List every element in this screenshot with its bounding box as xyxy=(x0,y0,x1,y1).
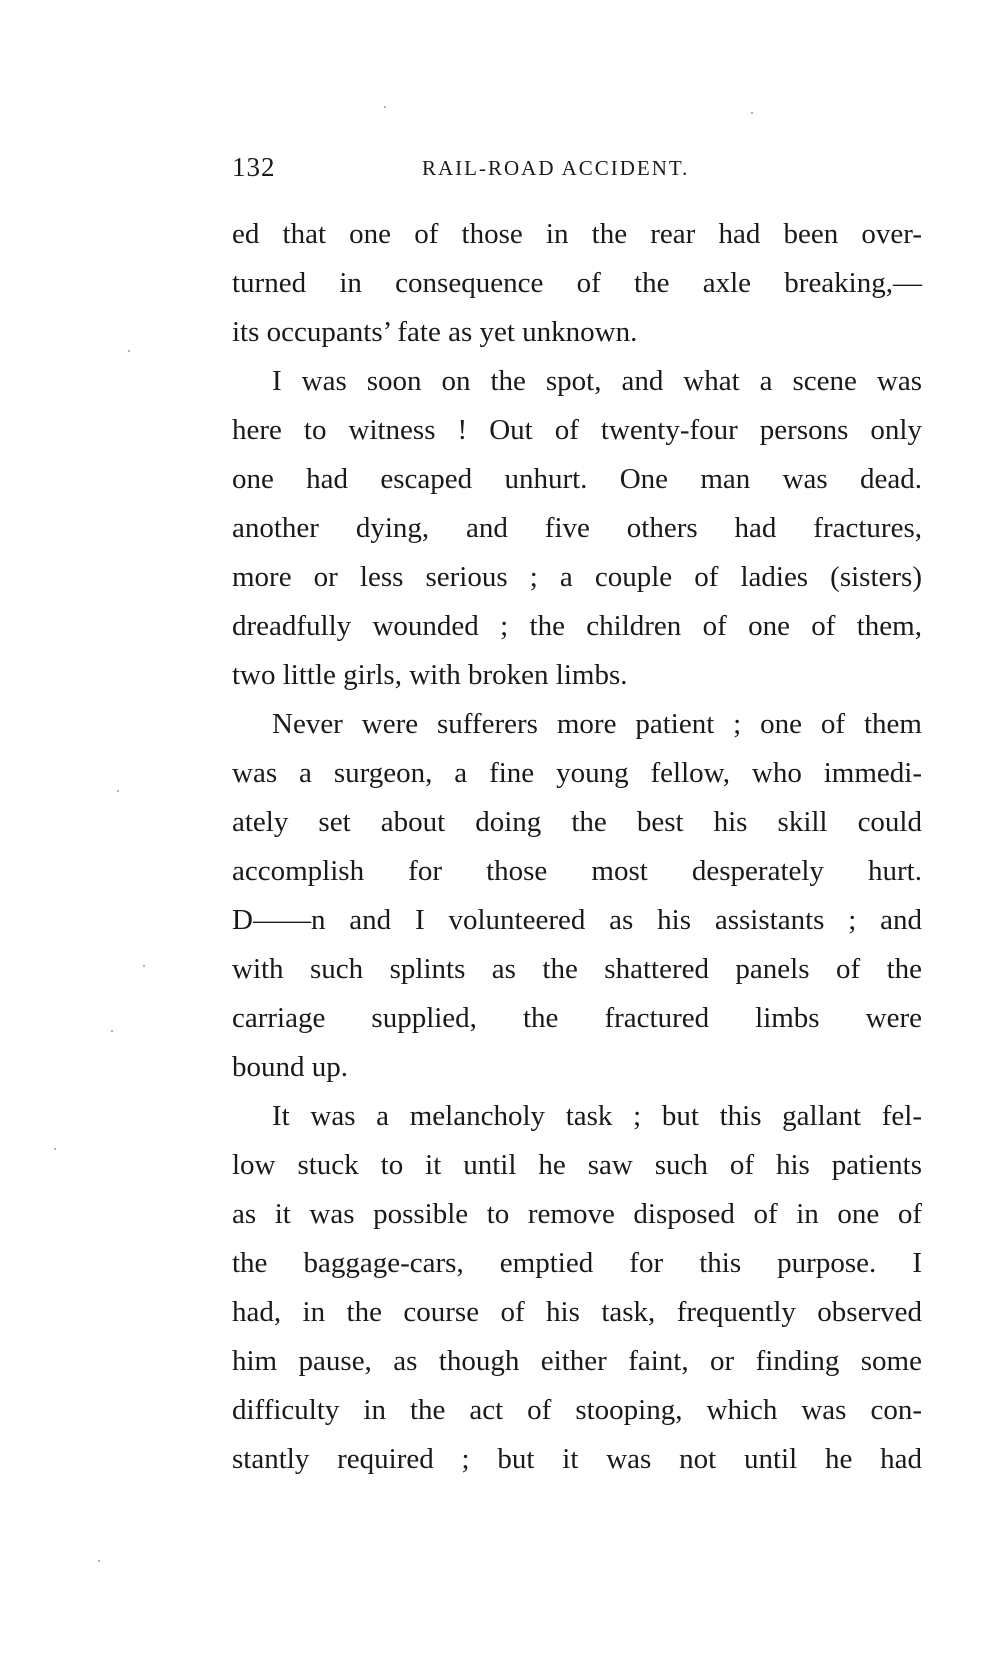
text-line: turned in consequence of the axle breaking,— xyxy=(232,267,922,299)
page-number: 132 xyxy=(232,152,276,182)
scan-speck xyxy=(117,790,119,792)
text-line: as it was possible to remove disposed of in one of xyxy=(232,1198,922,1230)
text-line: low stuck to it until he saw such of his patients xyxy=(232,1149,922,1181)
body-text xyxy=(232,210,922,1484)
text-line: two little girls, with broken limbs. xyxy=(232,659,628,691)
text-line: difficulty in the act of stooping, which was con- xyxy=(232,1394,922,1426)
text-line: bound up. xyxy=(232,1051,348,1083)
text-line: with such splints as the shattered panels of the xyxy=(232,953,922,985)
text-line: accomplish for those most desperately hurt. xyxy=(232,855,922,887)
scan-speck xyxy=(111,1030,113,1032)
text-line: him pause, as though either faint, or finding some xyxy=(232,1345,922,1377)
running-title: RAIL-ROAD ACCIDENT. xyxy=(422,156,690,180)
text-line: stantly required ; but it was not until he had xyxy=(232,1443,922,1475)
scan-speck xyxy=(384,106,386,108)
text-line: dreadfully wounded ; the children of one of them, xyxy=(232,610,922,642)
text-line: Never were sufferers more patient ; one of them xyxy=(272,708,922,740)
scan-speck xyxy=(54,1148,56,1150)
text-line: its occupants’ fate as yet unknown. xyxy=(232,316,638,348)
text-line: carriage supplied, the fractured limbs were xyxy=(232,1002,922,1034)
text-line: was a surgeon, a fine young fellow, who immedi- xyxy=(232,757,922,789)
text-line: D——n and I volunteered as his assistants ; and xyxy=(232,904,922,936)
text-line: more or less serious ; a couple of ladies (sisters) xyxy=(232,561,922,593)
text-line: I was soon on the spot, and what a scene was xyxy=(272,365,922,397)
text-line: ately set about doing the best his skill could xyxy=(232,806,922,838)
text-line: one had escaped unhurt. One man was dead. xyxy=(232,463,922,495)
text-line: It was a melancholy task ; but this gallant fel- xyxy=(272,1100,922,1132)
scan-speck xyxy=(98,1560,100,1562)
text-line: the baggage-cars, emptied for this purpose. I xyxy=(232,1247,922,1279)
scan-speck xyxy=(143,965,145,967)
scan-speck xyxy=(751,112,753,114)
text-line: had, in the course of his task, frequently observed xyxy=(232,1296,922,1328)
text-line: here to witness ! Out of twenty-four persons only xyxy=(232,414,922,446)
running-head xyxy=(232,152,932,192)
text-line: ed that one of those in the rear had been over- xyxy=(232,218,922,250)
scan-speck xyxy=(128,350,130,352)
text-line: another dying, and five others had fractures, xyxy=(232,512,922,544)
